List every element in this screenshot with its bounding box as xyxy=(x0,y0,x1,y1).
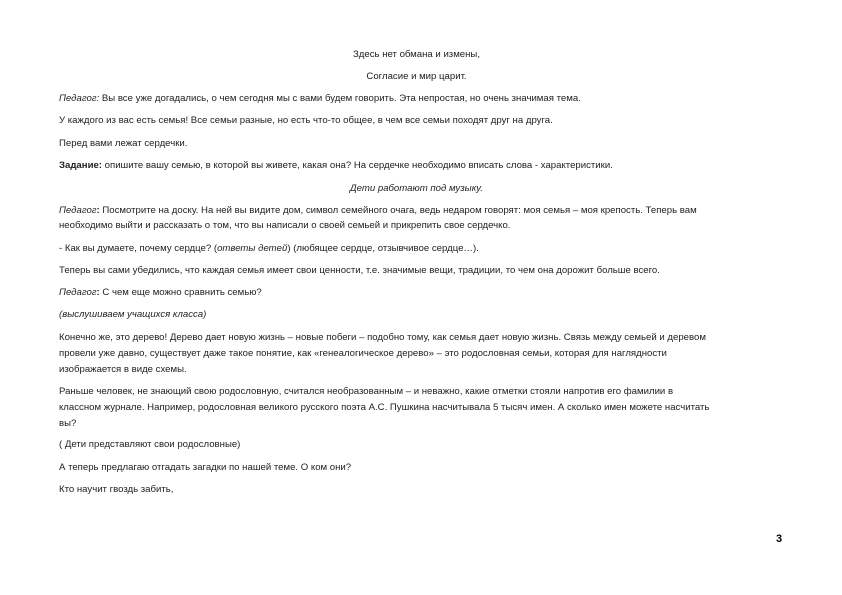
speaker-label: Педагог xyxy=(59,287,97,298)
paragraph-text: Вы все уже догадались, о чем сегодня мы с вами будем говорить. Эта непростая, но очень значимая тема. xyxy=(99,93,581,104)
paragraph-genealogy-line-1: Раньше человек, не знающий свою родословную, считался необразованным – и неважно, какие отметки стояли напротив его фамилии в xyxy=(59,386,674,397)
paragraph-text: - Как вы думаете, почему сердце? ( xyxy=(59,243,218,254)
paragraph-hearts: Перед вами лежат сердечки. xyxy=(59,138,188,149)
stage-direction-music: Дети работают под музыку. xyxy=(349,183,484,194)
speaker-label: Педагог: xyxy=(59,93,100,104)
paragraph-tree-line-3: изображается в виде схемы. xyxy=(59,364,187,375)
paragraph-why-heart xyxy=(59,241,774,256)
speaker-colon: : xyxy=(96,205,100,216)
stage-direction-listen: (выслушиваем учащихся класса) xyxy=(59,309,207,320)
paragraph-tree-line-2: провели уже давно, существует даже такое понятие, как «генеалогическое дерево» – это родословная семьи, которая для наглядности xyxy=(59,348,667,359)
paragraph-genealogy-line-2: классном журнале. Например, родословная великого русского поэта А.С. Пушкина насчитывала 5 тысяч имен. А сколько имен можете насчитать xyxy=(59,402,710,413)
paragraph-genealogy-line-3: вы? xyxy=(59,418,77,429)
poem-line-1: Здесь нет обмана и измены, xyxy=(353,49,480,60)
speaker-colon: : xyxy=(96,287,100,298)
task-label: Задание: xyxy=(59,160,102,171)
paragraph-family: У каждого из вас есть семья! Все семьи разные, но есть что-то общее, в чем все семьи походят друг на друга. xyxy=(59,115,553,126)
speaker-label: Педагог xyxy=(59,205,97,216)
paragraph-board-line-2: необходимо выйти и рассказать о том, что вы написали о своей семьей и прикрепить свое сердечко. xyxy=(59,220,511,231)
paragraph-children-present: ( Дети представляют свои родословные) xyxy=(59,439,241,450)
children-answers: ответы детей xyxy=(217,243,288,254)
paragraph-text: ) (любящее сердце, отзывчивое сердце…). xyxy=(287,243,479,254)
poem-line-2: Согласие и мир царит. xyxy=(366,71,467,82)
page-number: 3 xyxy=(776,533,783,545)
paragraph-teacher-intro xyxy=(59,91,774,106)
paragraph-text: С чем еще можно сравнить семью? xyxy=(99,287,262,298)
paragraph-text: опишите вашу семью, в которой вы живете, какая она? На сердечке необходимо вписать слова - характеристики. xyxy=(102,160,613,171)
paragraph-compare xyxy=(59,285,774,300)
paragraph-text: Посмотрите на доску. На ней вы видите дом, символ семейного очага, ведь недаром говорят: моя семья – моя крепость. Теперь вам xyxy=(99,205,697,216)
paragraph-board-line-1 xyxy=(59,203,774,218)
paragraph-riddles: А теперь предлагаю отгадать загадки по нашей теме. О ком они? xyxy=(59,462,352,473)
paragraph-riddle-start: Кто научит гвоздь забить, xyxy=(59,484,174,495)
paragraph-tree-line-1: Конечно же, это дерево! Дерево дает новую жизнь – новые побеги – подобно тому, как семья дает новую жизнь. Связь между семьей и деревом xyxy=(59,332,706,343)
paragraph-values: Теперь вы сами убедились, что каждая семья имеет свои ценности, т.е. значимые вещи, традиции, то чем она дорожит больше всего. xyxy=(59,265,660,276)
paragraph-task xyxy=(59,158,774,173)
